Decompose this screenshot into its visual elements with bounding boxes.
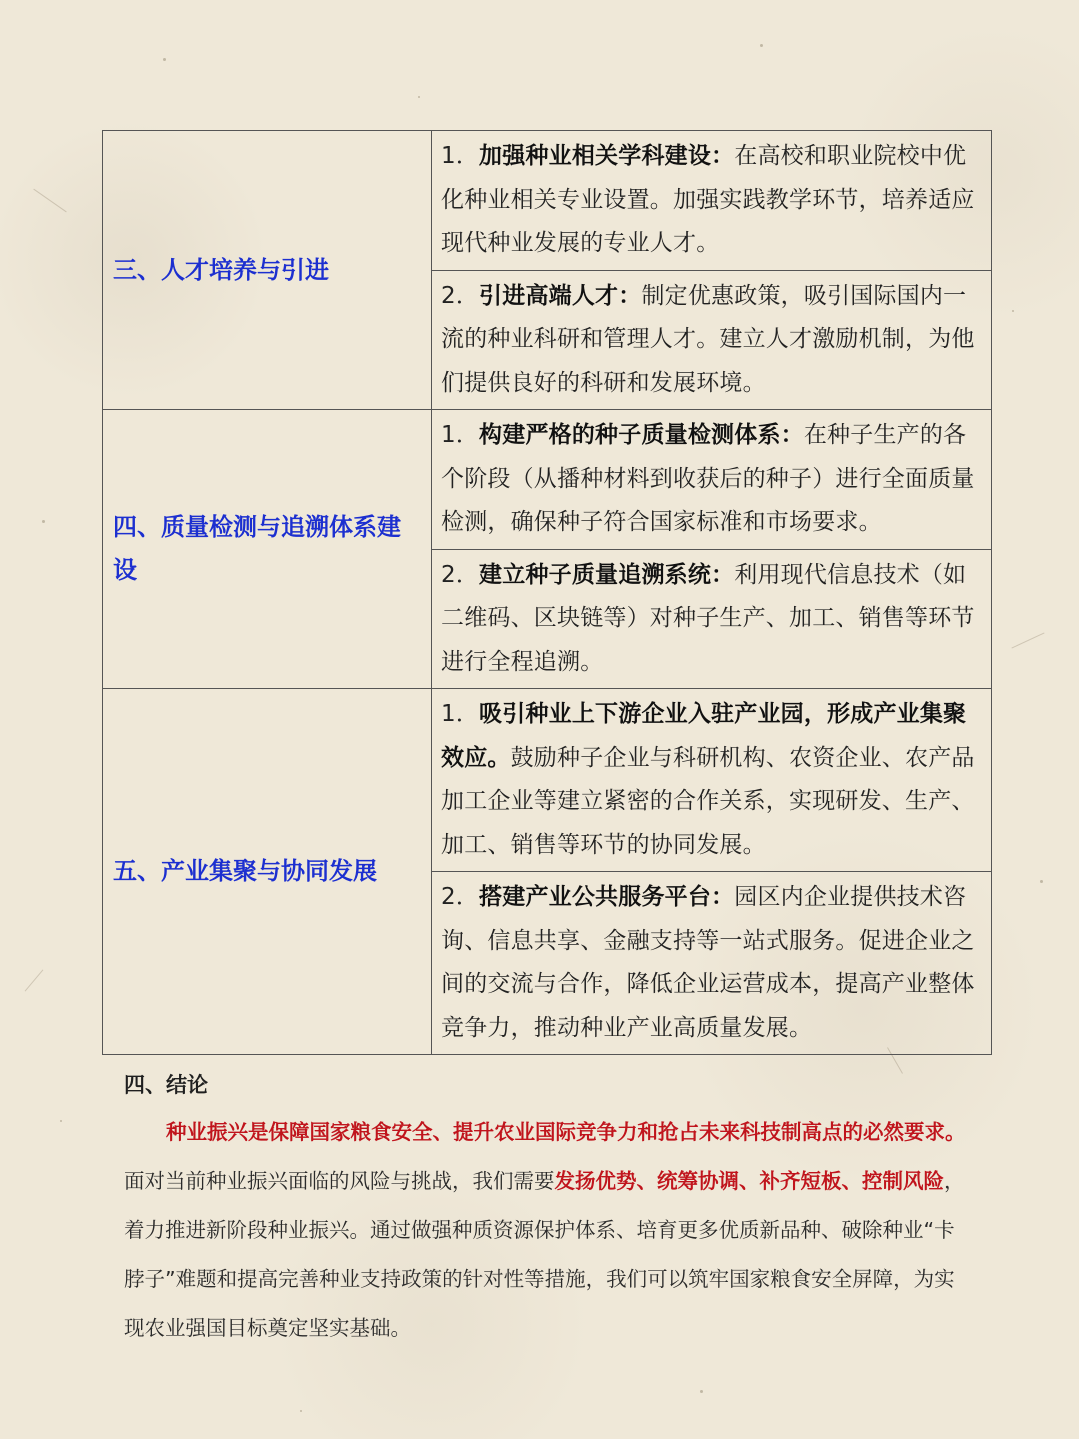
item-number: 2．: [441, 561, 480, 588]
measure-cell: [432, 872, 992, 1055]
item-number: 2．: [441, 282, 480, 309]
category-cell: [103, 689, 432, 1055]
conclusion-section: [124, 1066, 974, 1353]
item-text: 园区内企业提供技术咨询、信息共享、金融支持等一站式服务。促进企业之间的交流与合作，降低企业运营成本，提高产业整体竞争力，推动种业产业高质量发展。: [441, 884, 975, 1041]
item-lead: 吸引种业上下游企业入驻产业园，形成产业集聚效应。: [441, 701, 967, 771]
item-number: 1．: [441, 422, 480, 448]
item-lead: 构建严格的种子质量检测体系：: [479, 422, 804, 448]
item-number: 1．: [441, 143, 480, 169]
measure-cell: [432, 549, 992, 689]
item-number: 2．: [441, 884, 480, 910]
measures-table: [102, 130, 992, 1055]
body-text: 面对当前种业振兴面临的风险与挑战，我们需要: [124, 1169, 555, 1193]
conclusion-paragraph: [124, 1108, 974, 1353]
category-cell: [103, 131, 432, 410]
category-label: 四、质量检测与追溯体系建设: [113, 513, 401, 584]
measure-cell: [432, 410, 992, 550]
item-text: 在种子生产的各个阶段（从播种材料到收获后的种子）进行全面质量检测，确保种子符合国家标准和市场要求。: [441, 422, 975, 535]
category-label: 五、产业集聚与协同发展: [113, 857, 377, 885]
table-row: [103, 689, 992, 872]
item-lead: 加强种业相关学科建设：: [479, 143, 735, 169]
item-text: 制定优惠政策，吸引国际国内一流的种业科研和管理人才。建立人才激励机制，为他们提供良好的科研和发展环境。: [441, 282, 975, 396]
emphasis-text: 种业振兴是保障国家粮食安全、提升农业国际竞争力和抢占未来科技制高点的必然要求。: [166, 1120, 966, 1144]
item-text: 利用现代信息技术（如二维码、区块链等）对种子生产、加工、销售等环节进行全程追溯。: [441, 561, 975, 675]
conclusion-heading: 四、结论: [124, 1073, 208, 1097]
item-lead: 建立种子质量追溯系统：: [479, 561, 735, 588]
item-text: 鼓励种子企业与科研机构、农资企业、农产品加工企业等建立紧密的合作关系，实现研发、生产、加工、销售等环节的协同发展。: [441, 744, 975, 858]
category-cell: [103, 410, 432, 689]
body-text: ，着力推进新阶段种业振兴。通过做强种质资源保护体系、培育更多优质新品种、破除种业“卡脖子”难题和提高完善种业支持政策的针对性等措施，我们可以筑牢国家粮食安全屏障，为实现农业强国目标奠定坚实基础。: [124, 1169, 965, 1340]
measure-cell: [432, 270, 992, 410]
item-lead: 搭建产业公共服务平台：: [479, 884, 735, 910]
measure-cell: [432, 131, 992, 271]
item-text: 在高校和职业院校中优化种业相关专业设置。加强实践教学环节，培养适应现代种业发展的专业人才。: [441, 143, 975, 256]
item-number: 1．: [441, 701, 480, 727]
table-row: [103, 131, 992, 271]
emphasis-text: 发扬优势、统筹协调、补齐短板、控制风险: [554, 1169, 944, 1193]
measure-cell: [432, 689, 992, 872]
item-lead: 引进高端人才：: [479, 282, 642, 309]
table-row: [103, 410, 992, 550]
category-label: 三、人才培养与引进: [113, 255, 329, 284]
